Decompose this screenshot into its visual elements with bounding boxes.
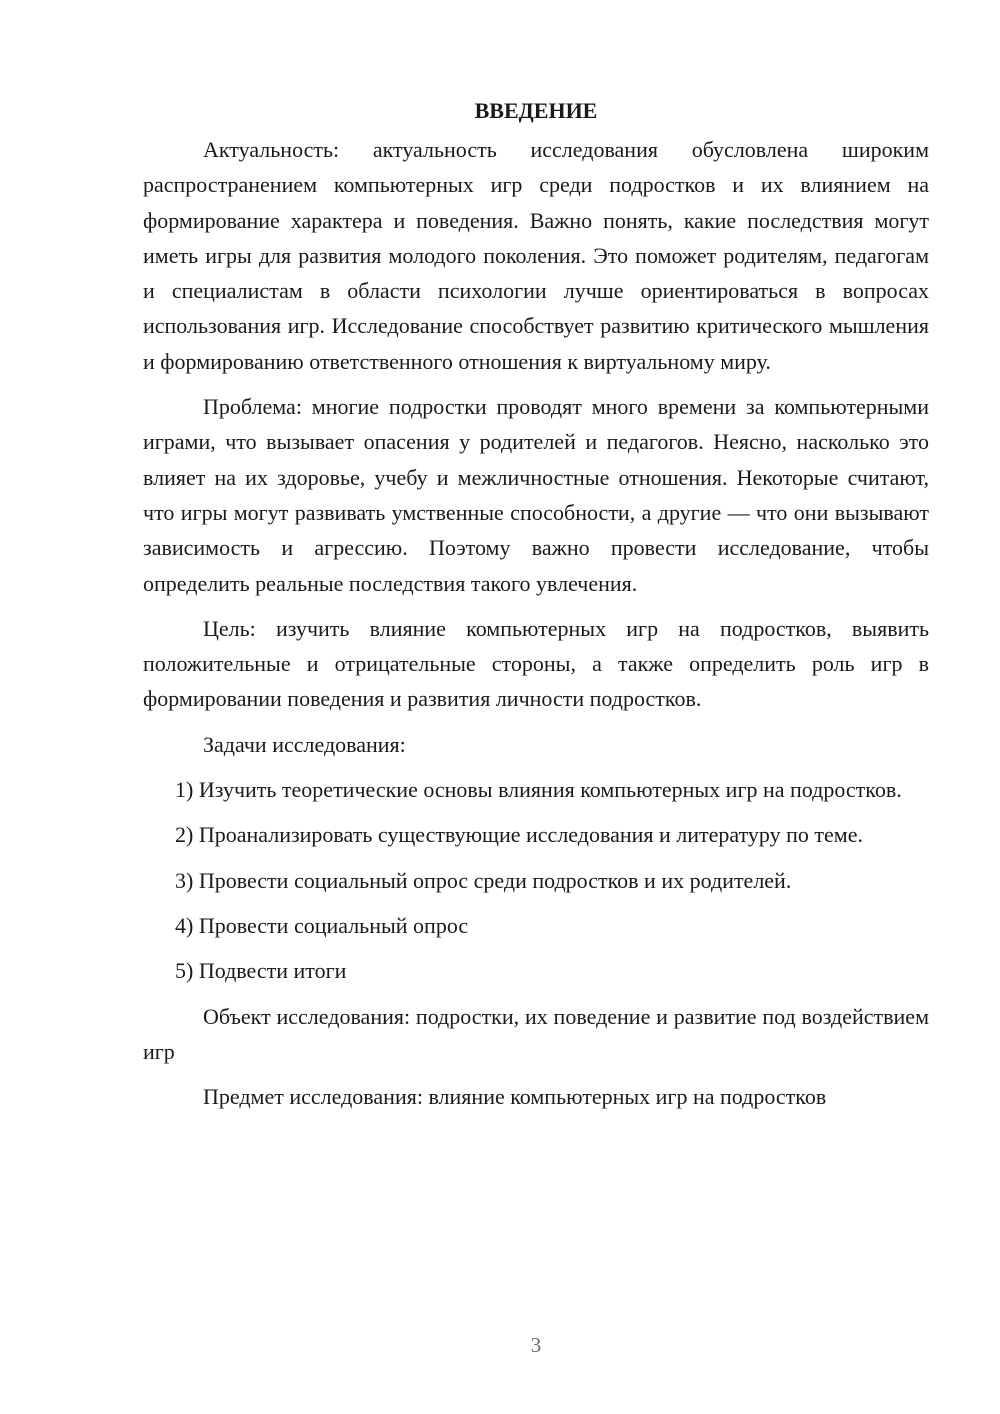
page-number: 3 <box>530 1333 542 1357</box>
task-item-5: 5) Подвести итоги <box>175 958 347 984</box>
paragraph-problem: Проблема: многие подростки проводят много времени за компьютерными играми, что вызывает опасения у родителей и педагогов. Неясно, насколько это влияет на их здоровье, учебу и межличностные отношения. Некоторые считают, что игры могут развивать умственные способности, а другие — что они вызывают зависимость и агрессию. Поэтому важно провести исследование, чтобы определить реальные последствия такого увлечения. <box>143 394 929 596</box>
paragraph-subject: Предмет исследования: влияние компьютерных игр на подростков <box>203 1084 827 1110</box>
paragraph-object: Объект исследования: подростки, их поведение и развитие под воздействием игр <box>143 1003 929 1064</box>
section-title: ВВЕДЕНИЕ <box>474 98 598 123</box>
task-item-4: 4) Провести социальный опрос <box>175 912 469 938</box>
paragraph-goal: Цель: изучить влияние компьютерных игр на подростков, выявить положительные и отрицательные стороны, а также определить роль игр в формировании поведения и развития личности подростков. <box>143 615 929 712</box>
task-item-1: 1) Изучить теоретические основы влияния компьютерных игр на подростков. <box>175 777 902 803</box>
paragraph-tasks-heading: Задачи исследования: <box>203 731 406 757</box>
paragraph-relevance: Актуальность: актуальность исследования обусловлена широким распространением компьютерных игр среди подростков и их влиянием на формирование характера и поведения. Важно понять, какие последствия могут иметь игры для развития молодого поколения. Это поможет родителям, педагогам и специалистам в области психологии лучше ориентироваться в вопросах использования игр. Исследование способствует развитию критического мышления и формированию ответственного отношения к виртуальному миру. <box>143 137 929 374</box>
task-item-2: 2) Проанализировать существующие исследования и литературу по теме. <box>175 822 863 848</box>
task-item-3: 3) Провести социальный опрос среди подростков и их родителей. <box>175 867 792 893</box>
document-page <box>143 96 929 1124</box>
